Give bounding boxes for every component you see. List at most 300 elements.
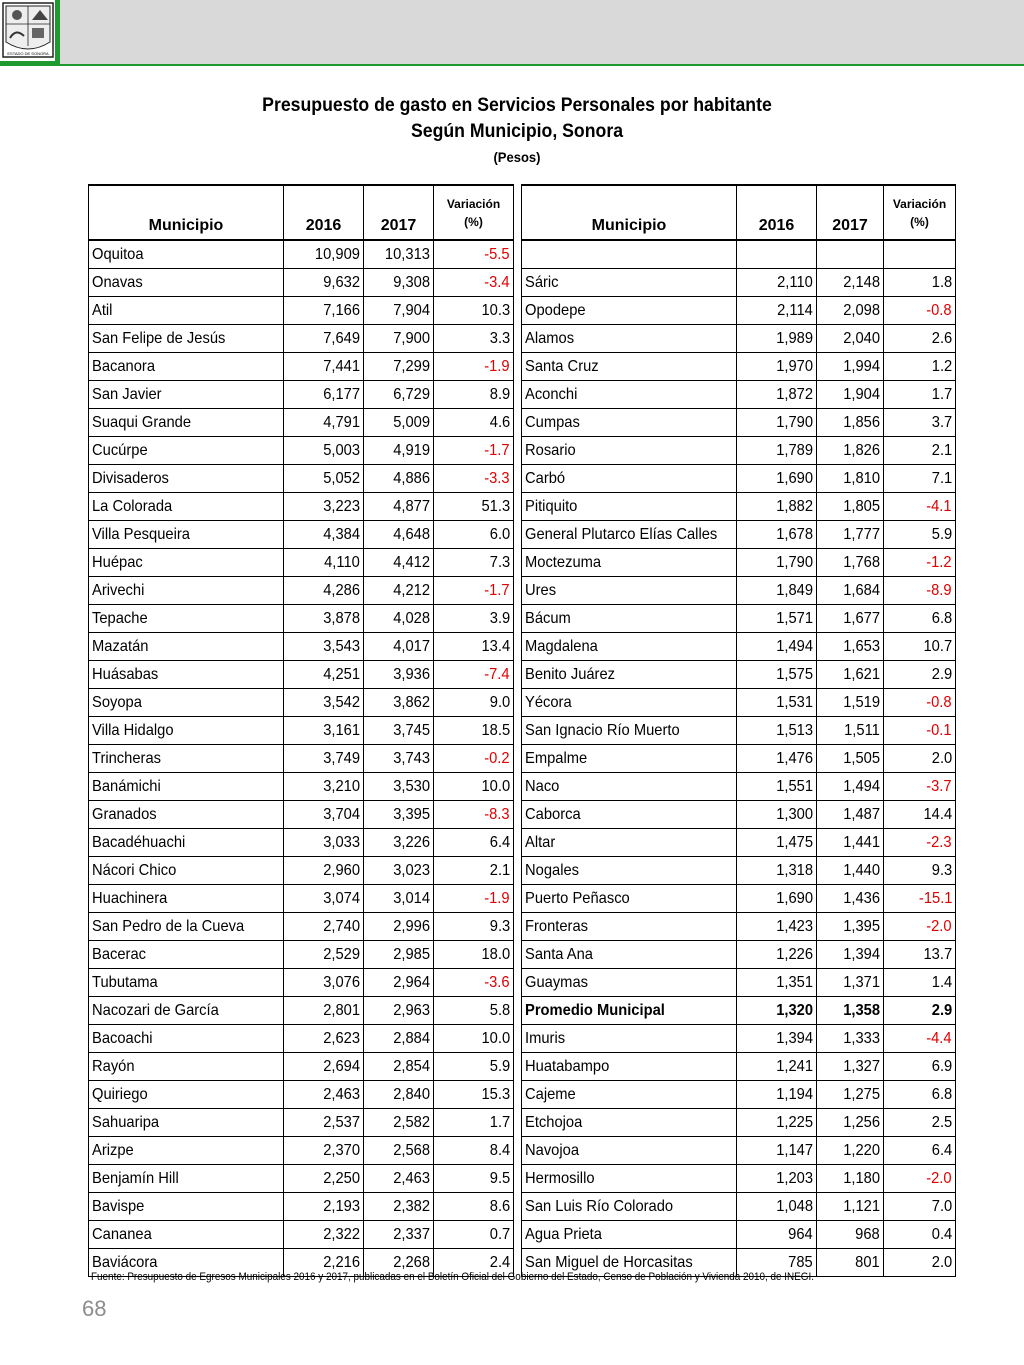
table-row <box>89 521 514 549</box>
value-2016-cell: 1,790 <box>737 549 817 577</box>
municipio-cell: San Ignacio Río Muerto <box>522 717 737 745</box>
variacion-cell: 10.0 <box>434 1025 514 1053</box>
municipio-cell: Caborca <box>522 801 737 829</box>
municipio-cell: Sáric <box>522 269 737 297</box>
value-2016-cell: 3,223 <box>284 493 364 521</box>
value-2017-cell: 1,519 <box>817 689 884 717</box>
municipio-cell: Empalme <box>522 745 737 773</box>
table-row <box>89 633 514 661</box>
value-2016-cell: 2,623 <box>284 1025 364 1053</box>
variacion-cell: 7.3 <box>434 549 514 577</box>
municipio-cell: Suaqui Grande <box>89 409 284 437</box>
municipio-cell: Huépac <box>89 549 284 577</box>
value-2017-cell: 1,180 <box>817 1165 884 1193</box>
value-2016-cell: 5,003 <box>284 437 364 465</box>
value-2016-cell: 4,251 <box>284 661 364 689</box>
variacion-cell: 8.4 <box>434 1137 514 1165</box>
value-2016-cell: 1,226 <box>737 941 817 969</box>
table-row <box>89 269 514 297</box>
table-row <box>522 1165 956 1193</box>
value-2017-cell: 2,964 <box>364 969 434 997</box>
variacion-cell: 0.7 <box>434 1221 514 1249</box>
variacion-cell: 7.1 <box>884 465 956 493</box>
variacion-cell: 8.6 <box>434 1193 514 1221</box>
value-2016-cell: 3,076 <box>284 969 364 997</box>
table-row <box>522 353 956 381</box>
value-2017-cell: 2,040 <box>817 325 884 353</box>
municipio-cell: Cumpas <box>522 409 737 437</box>
value-2017-cell: 1,371 <box>817 969 884 997</box>
table-row <box>522 941 956 969</box>
value-2016-cell: 2,216 <box>284 1249 364 1277</box>
value-2017-cell: 1,677 <box>817 605 884 633</box>
variacion-cell: -0.8 <box>884 689 956 717</box>
municipio-cell: Huachinera <box>89 885 284 913</box>
sonora-seal-icon <box>2 2 54 58</box>
variacion-cell: 7.0 <box>884 1193 956 1221</box>
municipio-cell: San Miguel de Horcasitas <box>522 1249 737 1277</box>
variacion-cell: 3.9 <box>434 605 514 633</box>
municipio-cell: Puerto Peñasco <box>522 885 737 913</box>
variacion-cell: 6.0 <box>434 521 514 549</box>
municipio-cell: Promedio Municipal <box>522 997 737 1025</box>
variacion-cell <box>884 240 956 269</box>
table-row <box>522 969 956 997</box>
value-2017-cell: 1,511 <box>817 717 884 745</box>
municipio-cell: Baviácora <box>89 1249 284 1277</box>
table-row <box>522 521 956 549</box>
municipio-cell: Bavispe <box>89 1193 284 1221</box>
variacion-cell: 2.9 <box>884 997 956 1025</box>
municipio-cell: Moctezuma <box>522 549 737 577</box>
col-variacion-pct: (%) <box>910 214 929 229</box>
municipio-cell: Hermosillo <box>522 1165 737 1193</box>
variacion-cell: -2.0 <box>884 913 956 941</box>
value-2016-cell <box>737 240 817 269</box>
table-row <box>89 885 514 913</box>
value-2016-cell: 1,318 <box>737 857 817 885</box>
variacion-cell: 3.3 <box>434 325 514 353</box>
value-2017-cell: 2,582 <box>364 1109 434 1137</box>
municipio-cell: Divisaderos <box>89 465 284 493</box>
title-line-1: Presupuesto de gasto en Servicios Personales por habitante <box>262 95 772 116</box>
table-row <box>89 689 514 717</box>
value-2017-cell: 1,904 <box>817 381 884 409</box>
value-2016-cell: 1,849 <box>737 577 817 605</box>
variacion-cell: -7.4 <box>434 661 514 689</box>
value-2016-cell: 1,531 <box>737 689 817 717</box>
table-row <box>522 857 956 885</box>
table-row <box>522 689 956 717</box>
table-row <box>522 745 956 773</box>
variacion-cell: -1.9 <box>434 885 514 913</box>
value-2016-cell: 3,704 <box>284 801 364 829</box>
variacion-cell: 14.4 <box>884 801 956 829</box>
value-2017-cell: 4,212 <box>364 577 434 605</box>
table-row <box>89 941 514 969</box>
value-2016-cell: 2,193 <box>284 1193 364 1221</box>
municipio-cell: San Luis Río Colorado <box>522 1193 737 1221</box>
value-2016-cell: 4,110 <box>284 549 364 577</box>
variacion-cell: 10.3 <box>434 297 514 325</box>
municipio-cell: Benito Juárez <box>522 661 737 689</box>
municipio-cell: Cananea <box>89 1221 284 1249</box>
value-2017-cell: 1,441 <box>817 829 884 857</box>
value-2017-cell: 4,886 <box>364 465 434 493</box>
table-row <box>522 269 956 297</box>
value-2017-cell: 1,653 <box>817 633 884 661</box>
municipio-cell: Imuris <box>522 1025 737 1053</box>
col-municipio: Municipio <box>89 185 284 240</box>
variacion-cell: 8.9 <box>434 381 514 409</box>
variacion-cell: 3.7 <box>884 409 956 437</box>
variacion-cell: -3.7 <box>884 773 956 801</box>
page-number: 68 <box>82 1296 107 1321</box>
table-row <box>522 1109 956 1137</box>
variacion-cell: -5.5 <box>434 240 514 269</box>
variacion-cell: 2.6 <box>884 325 956 353</box>
municipio-cell: Etchojoa <box>522 1109 737 1137</box>
value-2017-cell: 2,568 <box>364 1137 434 1165</box>
value-2017-cell: 3,023 <box>364 857 434 885</box>
municipio-cell: Opodepe <box>522 297 737 325</box>
value-2017-cell: 1,505 <box>817 745 884 773</box>
variacion-cell: 51.3 <box>434 493 514 521</box>
value-2017-cell: 2,985 <box>364 941 434 969</box>
source-footnote <box>91 1271 991 1283</box>
table-row <box>522 577 956 605</box>
variacion-cell: -1.9 <box>434 353 514 381</box>
municipio-cell: Arizpe <box>89 1137 284 1165</box>
table-row <box>89 577 514 605</box>
title-line-2: Según Municipio, Sonora <box>410 121 624 142</box>
value-2017-cell: 4,028 <box>364 605 434 633</box>
value-2016-cell: 1,048 <box>737 1193 817 1221</box>
table-row <box>522 465 956 493</box>
col-variacion <box>884 185 956 240</box>
table-row <box>89 549 514 577</box>
municipio-cell: Guaymas <box>522 969 737 997</box>
value-2017-cell: 2,337 <box>364 1221 434 1249</box>
municipio-cell: Oquitoa <box>89 240 284 269</box>
variacion-cell: 1.8 <box>884 269 956 297</box>
value-2016-cell: 1,571 <box>737 605 817 633</box>
value-2017-cell: 4,412 <box>364 549 434 577</box>
value-2017-cell: 1,494 <box>817 773 884 801</box>
table-row <box>522 297 956 325</box>
variacion-cell: -3.4 <box>434 269 514 297</box>
value-2016-cell: 1,872 <box>737 381 817 409</box>
variacion-cell: 13.4 <box>434 633 514 661</box>
municipio-cell: Santa Ana <box>522 941 737 969</box>
table-row <box>522 240 956 269</box>
value-2017-cell: 2,463 <box>364 1165 434 1193</box>
municipio-cell: Tubutama <box>89 969 284 997</box>
value-2017-cell: 4,648 <box>364 521 434 549</box>
value-2017-cell: 1,768 <box>817 549 884 577</box>
value-2016-cell: 1,790 <box>737 409 817 437</box>
logo-frame <box>0 0 60 66</box>
value-2016-cell: 3,749 <box>284 745 364 773</box>
variacion-cell: 2.0 <box>884 1249 956 1277</box>
value-2016-cell: 2,114 <box>737 297 817 325</box>
table-row <box>522 885 956 913</box>
table-row <box>522 493 956 521</box>
value-2016-cell: 2,537 <box>284 1109 364 1137</box>
variacion-cell: -8.9 <box>884 577 956 605</box>
value-2017-cell: 2,996 <box>364 913 434 941</box>
value-2017-cell: 1,777 <box>817 521 884 549</box>
table-row <box>522 1221 956 1249</box>
value-2017-cell: 1,684 <box>817 577 884 605</box>
municipio-cell: Trincheras <box>89 745 284 773</box>
table-row <box>89 1081 514 1109</box>
value-2017-cell: 3,226 <box>364 829 434 857</box>
value-2016-cell: 1,147 <box>737 1137 817 1165</box>
municipio-cell: Granados <box>89 801 284 829</box>
municipio-cell: Arivechi <box>89 577 284 605</box>
municipio-cell: General Plutarco Elías Calles <box>522 521 737 549</box>
col-2017: 2017 <box>817 185 884 240</box>
value-2017-cell: 3,014 <box>364 885 434 913</box>
table-row <box>89 857 514 885</box>
value-2016-cell: 7,441 <box>284 353 364 381</box>
table-row <box>89 773 514 801</box>
table-row <box>522 633 956 661</box>
col-municipio: Municipio <box>522 185 737 240</box>
value-2017-cell: 3,530 <box>364 773 434 801</box>
value-2017-cell: 2,963 <box>364 997 434 1025</box>
col-variacion <box>434 185 514 240</box>
variacion-cell: -1.7 <box>434 437 514 465</box>
value-2017-cell: 2,854 <box>364 1053 434 1081</box>
municipio-cell: Ures <box>522 577 737 605</box>
municipio-cell: Soyopa <box>89 689 284 717</box>
value-2016-cell: 5,052 <box>284 465 364 493</box>
value-2016-cell: 1,575 <box>737 661 817 689</box>
variacion-cell: -1.7 <box>434 577 514 605</box>
value-2017-cell: 3,936 <box>364 661 434 689</box>
variacion-cell: 10.0 <box>434 773 514 801</box>
value-2016-cell: 2,694 <box>284 1053 364 1081</box>
municipio-cell: Fronteras <box>522 913 737 941</box>
source-text: Fuente: Presupuesto de Egresos Municipales 2016 y 2017, publicadas en el Boletín Oficial del Gobierno del Estado, Censo de Población y Vivienda 2010, de INEGI. <box>91 1271 814 1283</box>
value-2016-cell: 1,970 <box>737 353 817 381</box>
variacion-cell: 10.7 <box>884 633 956 661</box>
value-2017-cell: 4,877 <box>364 493 434 521</box>
value-2016-cell: 1,678 <box>737 521 817 549</box>
table-row <box>522 549 956 577</box>
variacion-cell: 4.6 <box>434 409 514 437</box>
table-row <box>522 1025 956 1053</box>
municipio-cell: Sahuaripa <box>89 1109 284 1137</box>
value-2016-cell: 964 <box>737 1221 817 1249</box>
table-row <box>522 829 956 857</box>
value-2017-cell: 1,810 <box>817 465 884 493</box>
municipio-cell: San Javier <box>89 381 284 409</box>
variacion-cell: -4.1 <box>884 493 956 521</box>
value-2017-cell: 2,884 <box>364 1025 434 1053</box>
table-right <box>521 184 956 1277</box>
value-2017-cell: 1,487 <box>817 801 884 829</box>
value-2017-cell: 4,017 <box>364 633 434 661</box>
value-2016-cell: 1,194 <box>737 1081 817 1109</box>
title-units: (Pesos) <box>493 149 541 165</box>
variacion-cell: 18.0 <box>434 941 514 969</box>
variacion-cell: 2.5 <box>884 1109 956 1137</box>
value-2016-cell: 1,225 <box>737 1109 817 1137</box>
value-2017-cell: 801 <box>817 1249 884 1277</box>
municipio-cell: Cucúrpe <box>89 437 284 465</box>
value-2017-cell: 1,220 <box>817 1137 884 1165</box>
title-block <box>0 94 1024 168</box>
municipio-cell: Agua Prieta <box>522 1221 737 1249</box>
table-row <box>522 661 956 689</box>
value-2017-cell: 2,840 <box>364 1081 434 1109</box>
table-row <box>522 913 956 941</box>
value-2016-cell: 1,551 <box>737 773 817 801</box>
variacion-cell: 9.3 <box>884 857 956 885</box>
value-2017-cell <box>817 240 884 269</box>
table-row <box>89 829 514 857</box>
municipio-cell: Nácori Chico <box>89 857 284 885</box>
municipio-cell: Atil <box>89 297 284 325</box>
variacion-cell: 6.8 <box>884 1081 956 1109</box>
table-row <box>522 409 956 437</box>
value-2016-cell: 1,300 <box>737 801 817 829</box>
col-2016: 2016 <box>737 185 817 240</box>
value-2016-cell: 9,632 <box>284 269 364 297</box>
variacion-cell: 1.2 <box>884 353 956 381</box>
value-2017-cell: 1,826 <box>817 437 884 465</box>
municipio-cell: Villa Pesqueira <box>89 521 284 549</box>
value-2016-cell: 1,241 <box>737 1053 817 1081</box>
variacion-cell: -0.2 <box>434 745 514 773</box>
table-row <box>89 493 514 521</box>
value-2017-cell: 1,440 <box>817 857 884 885</box>
table-row <box>89 717 514 745</box>
municipio-cell: Magdalena <box>522 633 737 661</box>
value-2016-cell: 1,203 <box>737 1165 817 1193</box>
value-2016-cell: 2,801 <box>284 997 364 1025</box>
variacion-cell: 18.5 <box>434 717 514 745</box>
municipio-cell: Rayón <box>89 1053 284 1081</box>
municipio-cell: Cajeme <box>522 1081 737 1109</box>
value-2016-cell: 2,110 <box>737 269 817 297</box>
variacion-cell: -15.1 <box>884 885 956 913</box>
table-row <box>89 1193 514 1221</box>
table-row <box>522 325 956 353</box>
municipio-cell: San Pedro de la Cueva <box>89 913 284 941</box>
table-row <box>522 1053 956 1081</box>
municipio-cell: Onavas <box>89 269 284 297</box>
value-2017-cell: 968 <box>817 1221 884 1249</box>
table-row <box>89 969 514 997</box>
value-2016-cell: 1,494 <box>737 633 817 661</box>
table-row <box>89 325 514 353</box>
variacion-cell: 9.5 <box>434 1165 514 1193</box>
table-row <box>89 381 514 409</box>
value-2016-cell: 2,463 <box>284 1081 364 1109</box>
variacion-cell: -0.1 <box>884 717 956 745</box>
value-2016-cell: 2,529 <box>284 941 364 969</box>
municipio-cell: Huásabas <box>89 661 284 689</box>
value-2016-cell: 3,210 <box>284 773 364 801</box>
variacion-cell: 5.9 <box>434 1053 514 1081</box>
value-2017-cell: 6,729 <box>364 381 434 409</box>
municipio-cell: La Colorada <box>89 493 284 521</box>
value-2017-cell: 3,862 <box>364 689 434 717</box>
value-2016-cell: 1,989 <box>737 325 817 353</box>
value-2016-cell: 3,542 <box>284 689 364 717</box>
col-variacion-pct: (%) <box>464 214 483 229</box>
municipio-cell: Nogales <box>522 857 737 885</box>
value-2017-cell: 2,148 <box>817 269 884 297</box>
value-2017-cell: 7,900 <box>364 325 434 353</box>
municipio-cell: Naco <box>522 773 737 801</box>
top-header-bar <box>0 0 1024 66</box>
value-2016-cell: 10,909 <box>284 240 364 269</box>
municipio-cell: Huatabampo <box>522 1053 737 1081</box>
variacion-cell: 5.8 <box>434 997 514 1025</box>
value-2016-cell: 4,286 <box>284 577 364 605</box>
value-2016-cell: 1,320 <box>737 997 817 1025</box>
municipio-cell: Bacoachi <box>89 1025 284 1053</box>
value-2017-cell: 1,994 <box>817 353 884 381</box>
municipio-cell: Bácum <box>522 605 737 633</box>
municipio-cell <box>522 240 737 269</box>
value-2017-cell: 5,009 <box>364 409 434 437</box>
value-2016-cell: 1,690 <box>737 465 817 493</box>
municipio-cell: Aconchi <box>522 381 737 409</box>
variacion-cell: 1.7 <box>434 1109 514 1137</box>
value-2017-cell: 3,395 <box>364 801 434 829</box>
municipio-cell: Pitiquito <box>522 493 737 521</box>
table-row <box>89 913 514 941</box>
table-row <box>89 409 514 437</box>
municipio-cell: Bacadéhuachi <box>89 829 284 857</box>
value-2016-cell: 3,543 <box>284 633 364 661</box>
variacion-cell: -3.3 <box>434 465 514 493</box>
table-row <box>89 437 514 465</box>
value-2017-cell: 3,745 <box>364 717 434 745</box>
value-2016-cell: 4,384 <box>284 521 364 549</box>
table-row <box>89 297 514 325</box>
municipio-cell: Nacozari de García <box>89 997 284 1025</box>
value-2017-cell: 1,275 <box>817 1081 884 1109</box>
variacion-cell: 1.4 <box>884 969 956 997</box>
municipio-cell: Tepache <box>89 605 284 633</box>
value-2017-cell: 2,098 <box>817 297 884 325</box>
variacion-cell: -0.8 <box>884 297 956 325</box>
municipio-cell: Bacanora <box>89 353 284 381</box>
value-2016-cell: 2,740 <box>284 913 364 941</box>
variacion-cell: 6.8 <box>884 605 956 633</box>
municipio-cell: Rosario <box>522 437 737 465</box>
variacion-cell: 0.4 <box>884 1221 956 1249</box>
table-row <box>89 465 514 493</box>
municipio-cell: San Felipe de Jesús <box>89 325 284 353</box>
value-2017-cell: 2,268 <box>364 1249 434 1277</box>
variacion-cell: 1.7 <box>884 381 956 409</box>
value-2016-cell: 3,161 <box>284 717 364 745</box>
municipio-cell: Alamos <box>522 325 737 353</box>
value-2017-cell: 1,327 <box>817 1053 884 1081</box>
value-2016-cell: 2,960 <box>284 857 364 885</box>
table-row <box>522 717 956 745</box>
value-2017-cell: 1,395 <box>817 913 884 941</box>
table-row <box>522 801 956 829</box>
